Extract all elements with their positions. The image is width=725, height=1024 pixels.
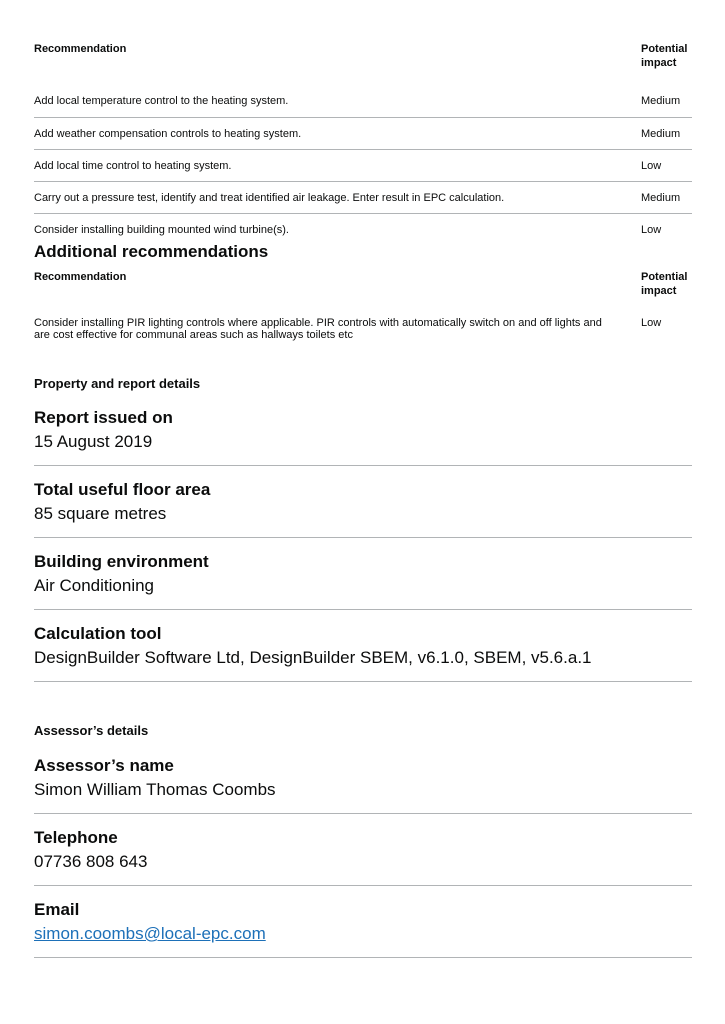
calculation-tool-block bbox=[34, 624, 692, 682]
detail-value: 85 square metres bbox=[34, 504, 167, 523]
table-header-row bbox=[34, 270, 692, 308]
recommendation-text: Carry out a pressure test, identify and treat identified air leakage. Enter result in EPC calculation. bbox=[34, 181, 641, 213]
table-row bbox=[34, 308, 692, 341]
email-block bbox=[34, 900, 692, 958]
detail-label: Total useful floor area bbox=[34, 480, 211, 499]
floor-area-block bbox=[34, 480, 692, 538]
property-details-title: Property and report details bbox=[34, 376, 201, 391]
detail-value: Air Conditioning bbox=[34, 576, 155, 595]
recommendation-text: Add local time control to heating system. bbox=[34, 149, 641, 181]
detail-label: Report issued on bbox=[34, 408, 173, 427]
additional-recommendations-heading: Additional recommendations bbox=[34, 242, 269, 261]
impact-value: Low bbox=[641, 149, 692, 181]
impact-header-line1: Potential bbox=[641, 271, 688, 283]
table-row bbox=[34, 149, 692, 181]
detail-value: Simon William Thomas Coombs bbox=[34, 780, 276, 799]
report-issued-block bbox=[34, 408, 692, 466]
recommendation-column-header: Recommendation bbox=[34, 43, 127, 55]
impact-header-line2: impact bbox=[641, 57, 677, 69]
detail-label: Assessor’s name bbox=[34, 756, 174, 775]
email-link[interactable]: simon.coombs@local-epc.com bbox=[34, 924, 266, 943]
impact-column-header bbox=[641, 270, 692, 308]
assessor-details-title: Assessor’s details bbox=[34, 723, 149, 738]
impact-value: Medium bbox=[641, 117, 692, 149]
impact-header-line1: Potential bbox=[641, 43, 688, 55]
detail-label: Building environment bbox=[34, 552, 209, 571]
table-row bbox=[34, 85, 692, 117]
recommendation-text: Consider installing building mounted wind turbine(s). bbox=[34, 223, 289, 236]
detail-value bbox=[34, 924, 692, 944]
table-header-row bbox=[34, 42, 692, 85]
impact-column-header bbox=[641, 42, 692, 85]
detail-value: 07736 808 643 bbox=[34, 852, 148, 871]
impact-value: Medium bbox=[641, 181, 692, 213]
impact-value: Medium bbox=[641, 85, 692, 117]
assessor-name-block bbox=[34, 756, 692, 814]
recommendation-column-header: Recommendation bbox=[34, 271, 127, 283]
recommendation-text: Add local temperature control to the heating system. bbox=[34, 85, 641, 117]
additional-recommendations-table bbox=[34, 270, 692, 341]
impact-header-line2: impact bbox=[641, 285, 677, 297]
recommendation-text: Add weather compensation controls to heating system. bbox=[34, 117, 641, 149]
detail-label: Email bbox=[34, 900, 80, 919]
impact-value: Low bbox=[641, 317, 662, 329]
recommendation-text: Consider installing PIR lighting controls where applicable. PIR controls with automatically switch on and off lights and are cost effective for communal areas such as hallways toilets etc bbox=[34, 317, 602, 341]
detail-label: Telephone bbox=[34, 828, 118, 847]
telephone-block bbox=[34, 828, 692, 886]
table-row bbox=[34, 117, 692, 149]
building-environment-block bbox=[34, 552, 692, 610]
recommendations-table bbox=[34, 42, 692, 245]
detail-value: 15 August 2019 bbox=[34, 432, 153, 451]
impact-value: Low bbox=[641, 223, 662, 236]
detail-label: Calculation tool bbox=[34, 624, 162, 643]
detail-value: DesignBuilder Software Ltd, DesignBuilder SBEM, v6.1.0, SBEM, v5.6.a.1 bbox=[34, 648, 592, 667]
table-row bbox=[34, 213, 692, 245]
table-row bbox=[34, 181, 692, 213]
